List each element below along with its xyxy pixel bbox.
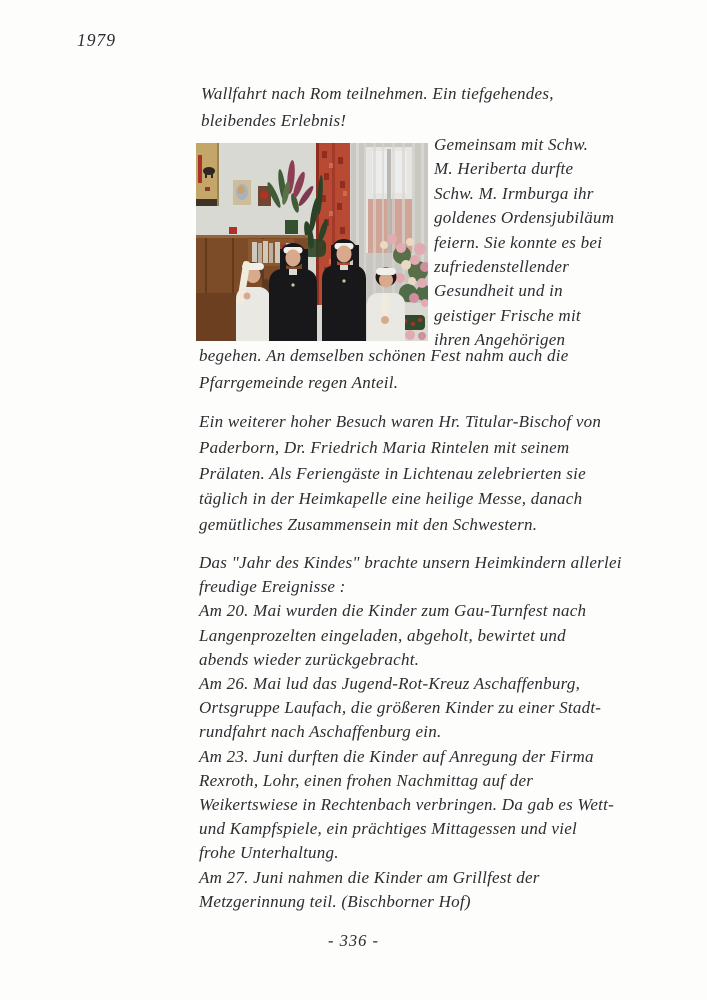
text-line: Das "Jahr des Kindes" brachte unsern Heimkindern allerlei [199,553,622,572]
text-line: begehen. An demselben schönen Fest nahm auch die [199,346,569,365]
text-line: Gesundheit und in [434,281,563,301]
text-line: freudige Ereignisse : [199,577,346,597]
text-line: Am 20. Mai wurden die Kinder zum Gau-Turnfest nach [199,601,587,621]
text-line: Prälaten. Als Feriengäste in Lichtenau zelebrierten sie [199,463,586,483]
photo-side-paragraph [434,133,614,353]
bishop-visit-paragraph [199,409,601,538]
page-number: - 336 - [328,931,379,950]
text-line: M. Heriberta durfte [434,159,574,179]
text-line: ihren Angehörigen [434,330,566,350]
text-line: geistiger Frische mit [434,305,581,325]
text-line: und Kampfspiele, ein prächtiges Mittagessen und viel [199,819,577,839]
text-line: Metzgerinnung teil. (Bischborner Hof) [199,891,471,911]
text-line: Pfarrgemeinde regen Anteil. [199,372,399,392]
photo-banner [196,143,219,206]
year-of-child-paragraph [199,551,622,914]
text-line: abends wieder zurückgebracht. [199,649,420,669]
text-line: Gemeinsam mit Schw. [434,135,589,154]
text-line: Paderborn, Dr. Friedrich Maria Rintelen mit seinem [199,437,570,457]
after-photo-paragraph [199,343,569,396]
text-line: Am 27. Juni nahmen die Kinder am Grillfest der [199,867,540,887]
text-line: bleibendes Erlebnis! [201,111,347,130]
text-line: feiern. Sie konnte es bei [434,232,603,252]
text-line: Weikertswiese in Rechtenbach verbringen. Da gab es Wett- [199,795,614,815]
text-line: frohe Unterhaltung. [199,843,339,863]
text-line: gemütliches Zusammensein mit den Schwestern. [199,515,538,535]
text-line: zufriedenstellender [434,257,570,277]
text-line: Am 26. Mai lud das Jugend-Rot-Kreuz Aschaffenburg, [199,674,581,694]
text-line: Rexroth, Lohr, einen frohen Nachmittag auf der [199,770,534,790]
text-line: rundfahrt nach Aschaffenburg ein. [199,722,442,742]
text-line: Am 23. Juni durften die Kinder auf Anregung der Firma [199,746,594,766]
text-line: täglich in der Heimkapelle eine heilige Messe, danach [199,489,583,509]
text-line: Ein weiterer hoher Besuch waren Hr. Titular-Bischof von [199,412,602,431]
text-line: Ortsgruppe Laufach, die größeren Kinder zu einer Stadt- [199,698,602,718]
year-label: 1979 [77,30,116,50]
jubilee-photo [196,143,428,341]
text-line: Schw. M. Irmburga ihr [434,183,594,203]
text-line: goldenes Ordensjubiläum [434,208,615,228]
intro-paragraph [201,80,554,134]
text-line: Wallfahrt nach Rom teilnehmen. Ein tiefgehendes, [201,84,554,103]
text-line: Langenprozelten eingeladen, abgeholt, bewirtet und [199,625,566,645]
